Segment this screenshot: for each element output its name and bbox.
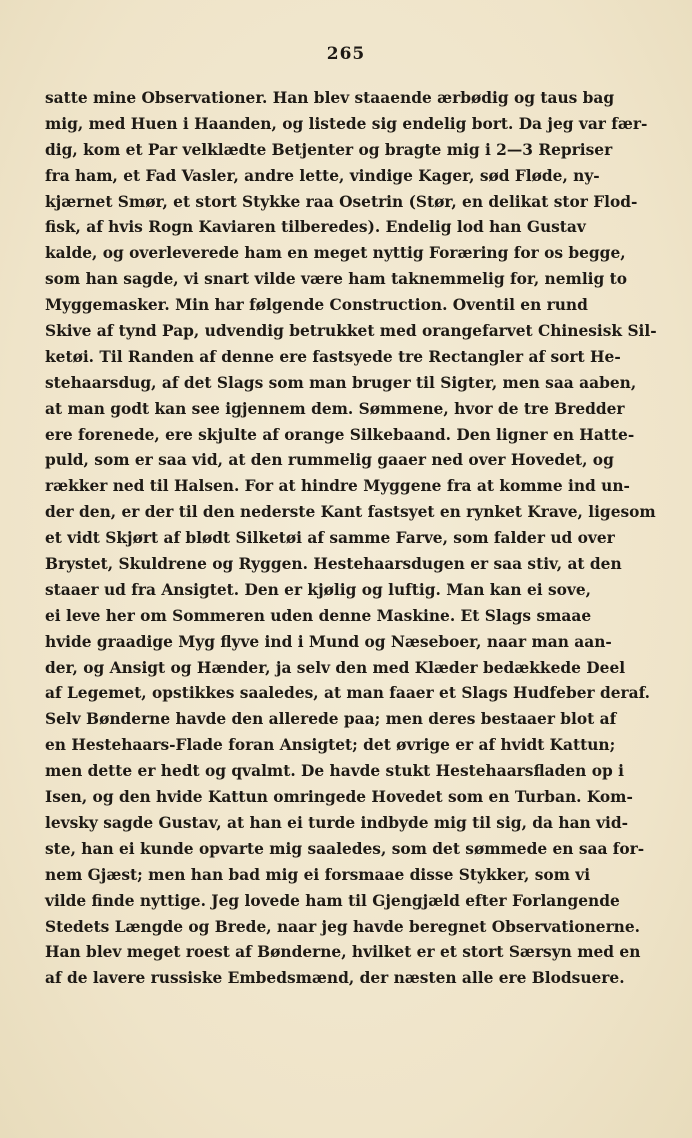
text-line: dig, kom et Par velklædte Betjenter og bragte mig i 2—3 Repriser [45, 140, 613, 159]
text-line: nem Gjæst; men han bad mig ei forsmaae disse Stykker, som vi [45, 865, 591, 884]
text-line: Isen, og den hvide Kattun omringede Hovedet som en Turban. Kom- [45, 788, 633, 807]
text-line: ere forenede, ere skjulte af orange Silkebaand. Den ligner en Hatte- [45, 425, 635, 444]
text-line: staaer ud fra Ansigtet. Den er kjølig og luftig. Man kan ei sove, [45, 580, 591, 599]
text-line: Selv Bønderne havde den allerede paa; men deres bestaaer blot af [45, 710, 617, 729]
text-line: levsky sagde Gustav, at han ei turde indbyde mig til sig, da han vid- [45, 813, 629, 832]
text-line: af Legemet, opstikkes saaledes, at man faaer et Slags Hudfeber deraf. [45, 684, 651, 703]
text-line: vilde finde nyttige. Jeg lovede ham til Gjengjæld efter Forlangende [45, 891, 620, 910]
text-line: Stedets Længde og Brede, naar jeg havde beregnet Observationerne. [45, 917, 641, 936]
text-line: ste, han ei kunde opvarte mig saaledes, som det sømmede en saa for- [45, 839, 645, 858]
body-text [45, 86, 657, 992]
text-line: men dette er hedt og qvalmt. De havde stukt Hestehaarsfladen op i [45, 762, 624, 781]
text-line: at man godt kan see igjennem dem. Sømmene, hvor de tre Bredder [45, 399, 625, 418]
text-line: kjærnet Smør, et stort Stykke raa Osetrin (Stør, en delikat stor Flod- [45, 192, 638, 211]
text-line: Skive af tynd Pap, udvendig betrukket med orangefarvet Chinesisk Sil- [45, 322, 657, 341]
text-line: et vidt Skjørt af blødt Silketøi af samme Farve, som falder ud over [45, 529, 615, 548]
text-line: puld, som er saa vid, at den rummelig gaaer ned over Hovedet, og [45, 451, 614, 470]
text-line: rækker ned til Halsen. For at hindre Myggene fra at komme ind un- [45, 477, 630, 496]
text-line: Han blev meget roest af Bønderne, hvilket er et stort Særsyn med en [45, 943, 641, 962]
text-line: ketøi. Til Randen af denne ere fastsyede tre Rectangler af sort He- [45, 347, 621, 366]
text-line: der den, er der til den nederste Kant fastsyet en rynket Krave, ligesom [45, 503, 656, 522]
text-line: mig, med Huen i Haanden, og listede sig endelig bort. Da jeg var fær- [45, 114, 648, 133]
text-line: en Hestehaars-Flade foran Ansigtet; det øvrige er af hvidt Kattun; [45, 736, 616, 755]
text-line: som han sagde, vi snart vilde være ham taknemmelig for, nemlig to [45, 270, 628, 289]
text-line: Myggemasker. Min har følgende Construction. Oventil en rund [45, 296, 588, 315]
text-line: kalde, og overleverede ham en meget nyttig Foræring for os begge, [45, 244, 626, 263]
text-line: ei leve her om Sommeren uden denne Maskine. Et Slags smaae [45, 606, 592, 625]
text-line: af de lavere russiske Embedsmænd, der næsten alle ere Blodsuere. [45, 969, 625, 988]
text-line: Brystet, Skuldrene og Ryggen. Hestehaarsdugen er saa stiv, at den [45, 555, 622, 574]
page-number: 265 [326, 44, 366, 64]
text-line: hvide graadige Myg flyve ind i Mund og Næseboer, naar man aan- [45, 632, 612, 651]
text-line: der, og Ansigt og Hænder, ja selv den med Klæder bedækkede Deel [45, 658, 626, 677]
text-line: satte mine Observationer. Han blev staaende ærbødig og taus bag [45, 89, 615, 107]
text-line: stehaarsdug, af det Slags som man bruger til Sigter, men saa aaben, [45, 373, 637, 392]
text-line: fra ham, et Fad Vasler, andre lette, vindige Kager, sød Fløde, ny- [45, 166, 600, 185]
text-line: fisk, af hvis Rogn Kaviaren tilberedes). Endelig lod han Gustav [45, 218, 586, 237]
